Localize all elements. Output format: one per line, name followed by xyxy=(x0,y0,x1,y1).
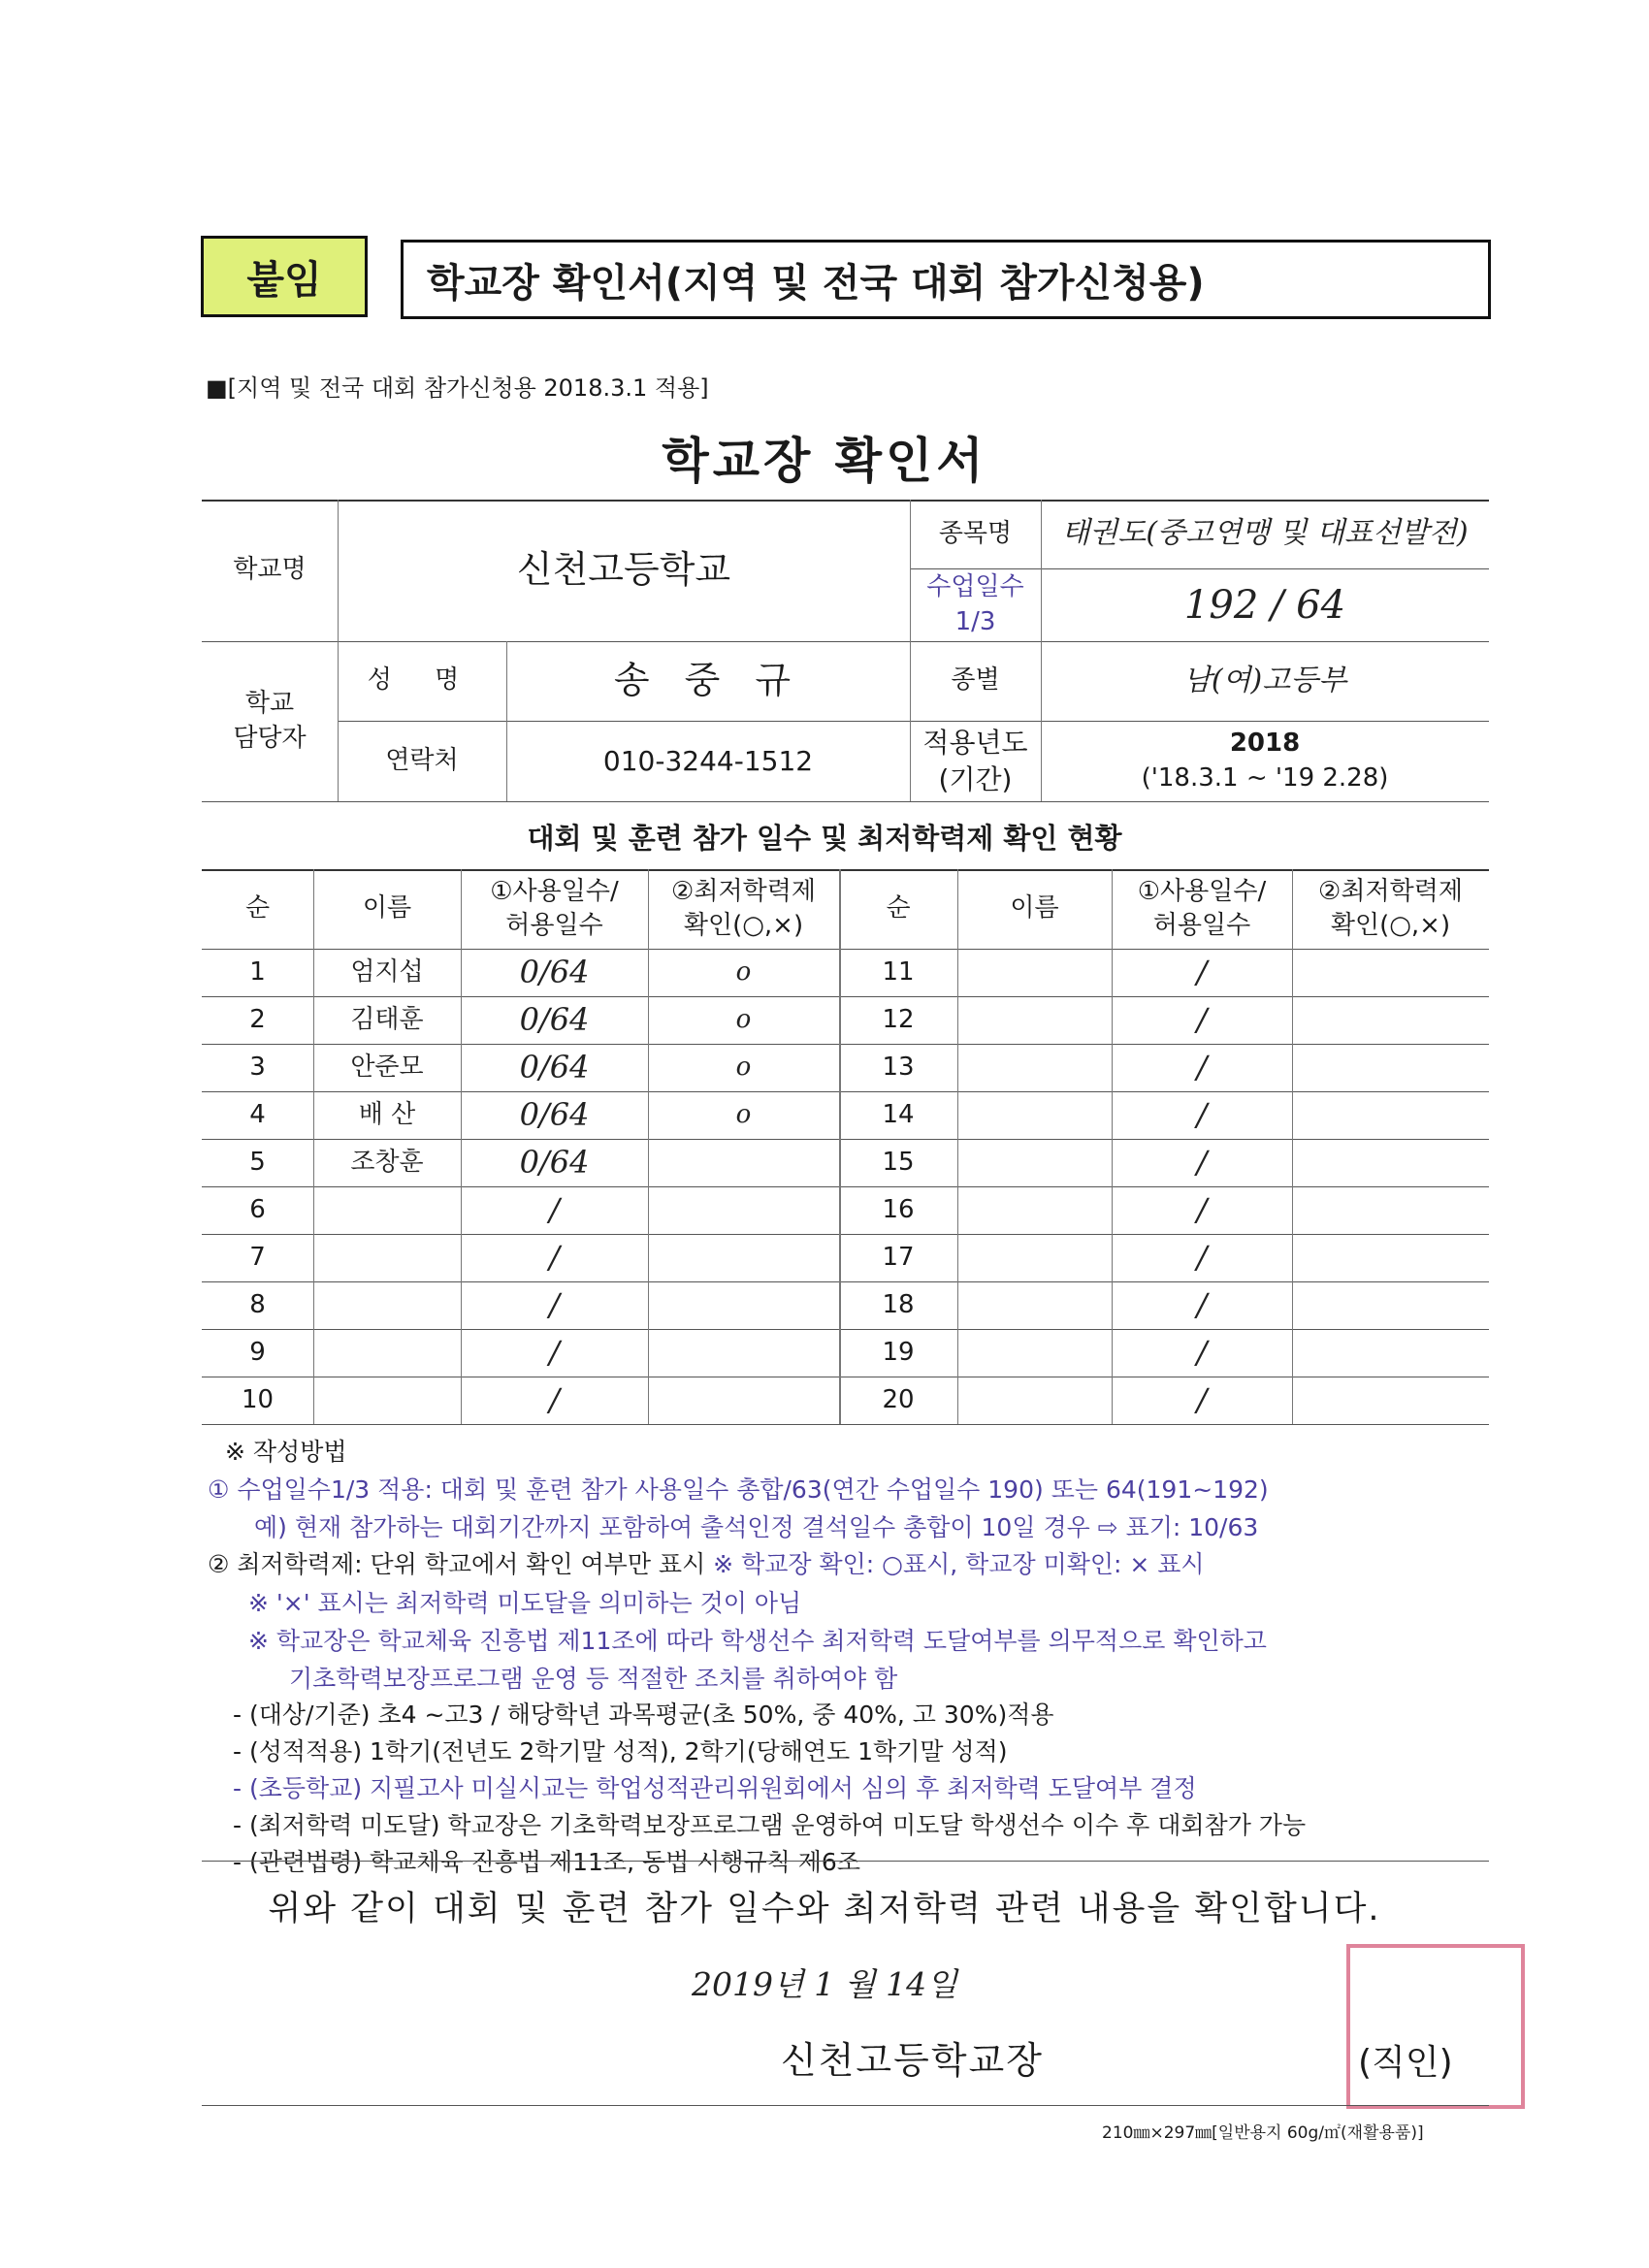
row-name-cell: 배 산 xyxy=(358,1099,416,1129)
school-name-label: 학교명 xyxy=(233,555,307,585)
method-divider xyxy=(202,1861,1489,1862)
col-check-header-right xyxy=(1292,869,1489,949)
method-line-6: 기초학력보장프로그램 운영 등 적절한 조치를 취하여야 함 xyxy=(289,1665,898,1693)
attachment-tag xyxy=(201,236,368,317)
contact-label: 연락처 xyxy=(385,745,459,775)
contact-value: 010-3244-1512 xyxy=(602,744,814,777)
row-days-cell: / xyxy=(1196,1000,1208,1038)
school-days-label xyxy=(910,568,1041,641)
row-no-cell: 3 xyxy=(249,1052,266,1082)
row-no-cell: 4 xyxy=(249,1099,266,1129)
table-rule xyxy=(202,869,1489,871)
row-name-cell xyxy=(957,1091,1112,1139)
row-check-cell xyxy=(648,1377,839,1424)
col-days-header-right xyxy=(1112,869,1292,949)
row-days-cell: / xyxy=(1196,1380,1208,1418)
row-days-cell: / xyxy=(1196,1238,1208,1276)
row-name-cell xyxy=(313,1329,461,1377)
method-line-2: 예) 현재 참가하는 대회기간까지 포함하여 출석인정 결석일수 총합이 10일 경우 ⇨ 표기: 10/63 xyxy=(254,1513,1259,1541)
row-check-cell xyxy=(1292,1234,1489,1281)
row-no-cell: 6 xyxy=(249,1194,266,1224)
row-no-cell: 20 xyxy=(882,1384,915,1414)
row-days-cell: / xyxy=(549,1238,560,1276)
row-days-cell: / xyxy=(549,1285,560,1323)
header-title-text: 학교장 확인서(지역 및 전국 대회 참가신청용) xyxy=(427,260,1205,306)
row-no-cell: 14 xyxy=(882,1099,915,1129)
header-title xyxy=(401,240,1491,319)
row-check-cell xyxy=(648,1329,839,1377)
method-line-10: - (최저학력 미도달) 학교장은 기초학력보장프로그램 운영하여 미도달 학생선수 이수 후 대회참가 가능 xyxy=(233,1811,1307,1839)
row-name-cell: 안준모 xyxy=(350,1052,424,1082)
col-days-header-right-1: ①사용일수/ xyxy=(1137,876,1267,906)
row-no-cell: 7 xyxy=(249,1242,266,1272)
section-title: 대회 및 훈련 참가 일수 및 최저학력제 확인 현황 xyxy=(527,822,1122,855)
footer-divider xyxy=(202,2105,1489,2106)
row-no-cell: 5 xyxy=(249,1147,266,1177)
row-check-cell: o xyxy=(735,956,752,987)
col-name-header-right: 이름 xyxy=(1010,893,1059,923)
manager-label-1: 학교 xyxy=(244,689,295,719)
method-line-8: - (성적적용) 1학기(전년도 2학기말 성적), 2학기(당해연도 1학기말 성적) xyxy=(233,1737,1008,1766)
applicable-note: ■[지역 및 전국 대회 참가신청용 2018.3.1 적용] xyxy=(206,374,709,402)
method-line-4: ※ '×' 표시는 최저학력 미도달을 의미하는 것이 아님 xyxy=(248,1589,802,1617)
method-line-3b: ※ 학교장 확인: ○표시, 학교장 미확인: × 표시 xyxy=(713,1550,1205,1578)
method-heading: ※ 작성방법 xyxy=(225,1438,347,1466)
row-check-cell xyxy=(1292,996,1489,1044)
row-no-cell: 11 xyxy=(882,956,915,987)
row-name-cell xyxy=(313,1234,461,1281)
row-days-cell: / xyxy=(1196,953,1208,990)
row-check-cell xyxy=(1292,1377,1489,1424)
year-label-1: 적용년도 xyxy=(922,726,1028,759)
row-days-cell: / xyxy=(1196,1048,1208,1085)
year-value-1: 2018 xyxy=(1229,729,1301,759)
row-name-cell xyxy=(313,1186,461,1234)
row-name-cell xyxy=(957,1234,1112,1281)
row-check-cell xyxy=(648,1139,839,1186)
row-no-cell: 8 xyxy=(249,1289,266,1319)
row-name-cell xyxy=(957,1377,1112,1424)
row-days-cell: 0/64 xyxy=(519,953,590,990)
category-value: 남(여)고등부 xyxy=(1182,663,1347,697)
row-name-cell xyxy=(957,1186,1112,1234)
row-days-cell: / xyxy=(1196,1095,1208,1133)
row-days-cell: 0/64 xyxy=(519,1143,590,1181)
row-check-cell: o xyxy=(735,1004,752,1034)
method-line-7: - (대상/기준) 초4 ~고3 / 해당학년 과목평균(초 50%, 중 40%, 고 30%)적용 xyxy=(233,1701,1054,1729)
manager-label xyxy=(202,641,338,801)
row-name-cell xyxy=(957,1139,1112,1186)
row-name-cell xyxy=(957,1281,1112,1329)
row-days-cell: / xyxy=(1196,1190,1208,1228)
row-no-cell: 1 xyxy=(249,956,266,987)
manager-name-label: 성 명 xyxy=(367,665,477,696)
row-check-cell xyxy=(1292,1044,1489,1091)
row-check-cell xyxy=(1292,1281,1489,1329)
row-no-cell: 12 xyxy=(882,1004,915,1034)
row-days-cell: 0/64 xyxy=(519,1000,590,1038)
row-name-cell xyxy=(313,1281,461,1329)
row-check-cell xyxy=(648,1281,839,1329)
method-line-11: - (관련법령) 학교체육 진흥법 제11조, 동법 시행규칙 제6조 xyxy=(233,1848,860,1876)
school-name-value: 신천고등학교 xyxy=(516,548,731,592)
attachment-tag-label: 붙임 xyxy=(246,257,322,303)
col-check-header-right-2: 확인(○,×) xyxy=(1330,911,1451,940)
row-days-cell: / xyxy=(549,1380,560,1418)
row-check-cell xyxy=(648,1234,839,1281)
col-name-header: 이름 xyxy=(362,893,412,923)
method-line-1: ① 수업일수1/3 적용: 대회 및 훈련 참가 사용일수 총합/63(연간 수업일수 190) 또는 64(191~192) xyxy=(208,1475,1269,1504)
row-name-cell xyxy=(313,1377,461,1424)
row-no-cell: 13 xyxy=(882,1052,915,1082)
page-title: 학교장 확인서 xyxy=(662,433,987,489)
col-no-header: 순 xyxy=(244,893,271,923)
category-label: 종별 xyxy=(951,665,1000,696)
year-label-2: (기간) xyxy=(938,762,1013,795)
row-name-cell xyxy=(957,1044,1112,1091)
school-days-label-2: 1/3 xyxy=(954,606,996,636)
row-check-cell: o xyxy=(735,1099,752,1129)
row-no-cell: 10 xyxy=(241,1384,275,1414)
issue-date: 2019년 1 월 14일 xyxy=(691,1965,958,2003)
row-no-cell: 15 xyxy=(882,1147,915,1177)
table-rule xyxy=(202,1424,1489,1425)
row-no-cell: 2 xyxy=(249,1004,266,1034)
col-days-header-1: ①사용일수/ xyxy=(490,876,619,906)
declaration: 위와 같이 대회 및 훈련 참가 일수와 최저학력 관련 내용을 확인합니다. xyxy=(268,1890,1381,1928)
method-line-3 xyxy=(208,1545,1205,1580)
row-no-cell: 17 xyxy=(882,1242,915,1272)
row-check-cell xyxy=(1292,1186,1489,1234)
row-name-cell xyxy=(957,949,1112,996)
row-check-cell: o xyxy=(735,1052,752,1082)
col-days-header-2: 허용일수 xyxy=(505,911,603,940)
row-days-cell: 0/64 xyxy=(519,1095,590,1133)
row-check-cell xyxy=(1292,1139,1489,1186)
col-check-header-1: ②최저학력제 xyxy=(671,876,816,906)
method-line-9: - (초등학교) 지필고사 미실시교는 학업성적관리위원회에서 심의 후 최저학력 도달여부 결정 xyxy=(233,1774,1197,1802)
school-days-value: 192 / 64 xyxy=(1183,582,1346,628)
row-no-cell: 18 xyxy=(882,1289,915,1319)
row-no-cell: 16 xyxy=(882,1194,915,1224)
row-name-cell: 김태훈 xyxy=(350,1004,424,1034)
col-check-header-right-1: ②최저학력제 xyxy=(1318,876,1463,906)
row-name-cell: 조창훈 xyxy=(350,1147,424,1177)
manager-name-value: 송 중 규 xyxy=(613,659,803,702)
row-no-cell: 9 xyxy=(249,1337,266,1367)
year-label xyxy=(910,721,1041,801)
seal-label: (직인) xyxy=(1358,2043,1453,2083)
col-check-header xyxy=(648,869,839,949)
row-days-cell: / xyxy=(1196,1143,1208,1181)
school-days-label-1: 수업일수 xyxy=(926,572,1024,602)
row-days-cell: / xyxy=(549,1333,560,1371)
row-check-cell xyxy=(648,1186,839,1234)
row-name-cell xyxy=(957,996,1112,1044)
row-name-cell xyxy=(957,1329,1112,1377)
row-check-cell xyxy=(1292,1329,1489,1377)
row-days-cell: / xyxy=(549,1190,560,1228)
event-label: 종목명 xyxy=(938,518,1013,548)
col-days-header-right-2: 허용일수 xyxy=(1152,911,1251,940)
row-check-cell xyxy=(1292,1091,1489,1139)
row-days-cell: 0/64 xyxy=(519,1048,590,1085)
row-no-cell: 19 xyxy=(882,1337,915,1367)
col-no-header-right: 순 xyxy=(886,893,911,923)
col-check-header-2: 확인(○,×) xyxy=(683,911,804,940)
method-line-3a: ② 최저학력제: 단위 학교에서 확인 여부만 표시 xyxy=(208,1550,714,1578)
paper-spec: 210㎜×297㎜[일반용지 60g/㎡(재활용품)] xyxy=(1102,2123,1424,2143)
row-days-cell: / xyxy=(1196,1285,1208,1323)
principal-name: 신천고등학교장 xyxy=(781,2039,1044,2082)
col-days-header xyxy=(461,869,648,949)
row-days-cell: / xyxy=(1196,1333,1208,1371)
method-line-5: ※ 학교장은 학교체육 진흥법 제11조에 따라 학생선수 최저학력 도달여부를 의무적으로 확인하고 xyxy=(248,1627,1267,1655)
year-value-2: ('18.3.1 ~ '19 2.28) xyxy=(1141,762,1389,793)
row-name-cell: 엄지섭 xyxy=(350,956,424,987)
event-value: 태권도(중고연맹 및 대표선발전) xyxy=(1061,516,1469,551)
manager-label-2: 담당자 xyxy=(233,723,307,753)
row-check-cell xyxy=(1292,949,1489,996)
year-value xyxy=(1041,721,1489,801)
